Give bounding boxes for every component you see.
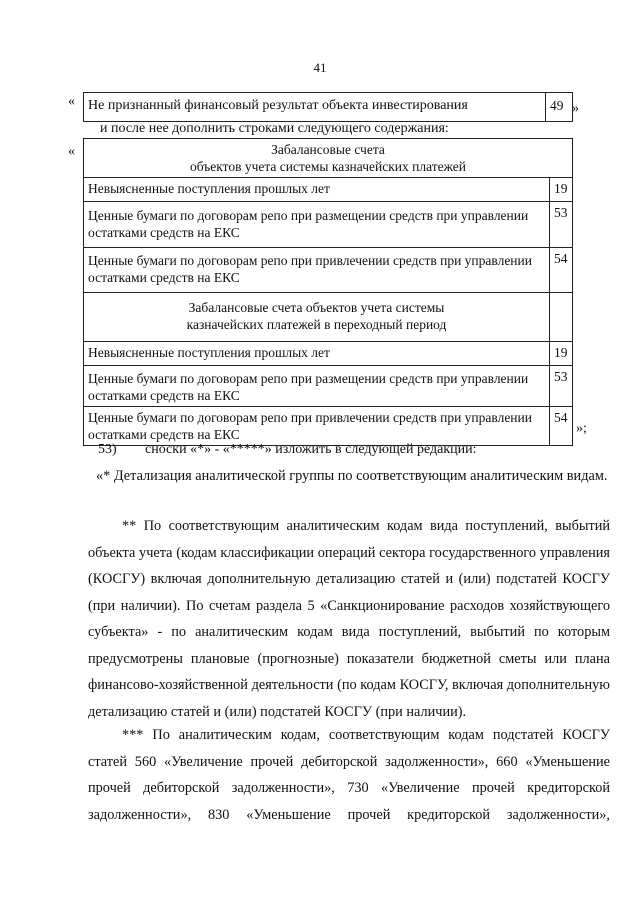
row-a1-num: 19 (550, 178, 573, 202)
row-b1-text: Невыясненные поступления прошлых лет (84, 342, 550, 366)
row-b1-num: 19 (550, 342, 573, 366)
row-first-num: 49 (546, 93, 573, 122)
footnote-1: «* Детализация аналитической группы по соответствующим аналитическим видам. (96, 468, 608, 484)
first-row-table (83, 92, 573, 122)
table-header-2 (84, 293, 573, 342)
item-53-text: сноски «*» - «*****» изложить в следующей редакции: (145, 442, 477, 457)
row-first-text: Не признанный финансовый результат объекта инвестирования (84, 93, 546, 122)
header-1-line-2: объектов учета системы казначейских платежей (189, 159, 467, 174)
header-2-line-1: Забалансовые счета объектов учета системы (188, 300, 445, 315)
row-b3-text: Ценные бумаги по договорам репо при привлечении средств при управлении остатками средств на ЕКС (84, 407, 550, 446)
open-quote-table: « (68, 144, 75, 159)
row-a1-text: Невыясненные поступления прошлых лет (84, 178, 550, 202)
header-cell-1 (84, 139, 573, 178)
table-header-1 (84, 139, 573, 178)
header-cell-2 (84, 293, 550, 342)
row-b2-text: Ценные бумаги по договорам репо при размещении средств при управлении остатками средств на ЕКС (84, 366, 550, 407)
close-quote-table: »; (576, 421, 587, 436)
accounts-table (83, 138, 573, 446)
page-number: 41 (313, 60, 327, 75)
table-row (84, 248, 573, 293)
row-a2-text: Ценные бумаги по договорам репо при размещении средств при управлении остатками средств на ЕКС (84, 202, 550, 248)
item-53-number: 53) (98, 442, 117, 457)
table-row (84, 342, 573, 366)
table-row (84, 407, 573, 446)
footnote-3: *** По аналитическим кодам, соответствующим кодам подстатей КОСГУ статей 560 «Увеличение прочей дебиторской задолженности», 660 «Уменьшение прочей дебиторской задолженности», 730 «Увеличение прочей кредиторской задолженности», 830 «Уменьшение прочей кредиторской задолженности», (88, 727, 610, 823)
table-row (84, 366, 573, 407)
row-a2-num: 53 (550, 202, 573, 248)
footnote-2: ** По соответствующим аналитическим кодам вида поступлений, выбытий объекта учета (кодам классификации операций сектора государственного управления (КОСГУ) включая дополнительную детализацию статей и (или) подстатей КОСГУ (при наличии). По счетам раздела 5 «Санкционирование расходов хозяйствующего субъекта» - по аналитическим кодам вида поступлений, выбытий по которым предусмотрены плановые (прогнозные) показатели бюджетной сметы или плана финансово-хозяйственной деятельности (по кодам КОСГУ, включая дополнительную детализацию статей и (или) подстатей КОСГУ (при наличии). (88, 518, 610, 720)
table-row (84, 178, 573, 202)
header-1-line-1: Забалансовые счета (271, 142, 385, 157)
row-b3-num: 54 (550, 407, 573, 446)
add-lines-text: и после нее дополнить строками следующего содержания: (100, 121, 449, 136)
header-2-line-2: казначейских платежей в переходный период (186, 317, 447, 332)
close-quote-first: » (572, 101, 579, 116)
open-quote: « (68, 94, 75, 109)
table-row (84, 202, 573, 248)
row-a3-text: Ценные бумаги по договорам репо при привлечении средств при управлении остатками средств на ЕКС (84, 248, 550, 293)
header-2-empty (550, 293, 573, 342)
row-b2-num: 53 (550, 366, 573, 407)
row-a3-num: 54 (550, 248, 573, 293)
